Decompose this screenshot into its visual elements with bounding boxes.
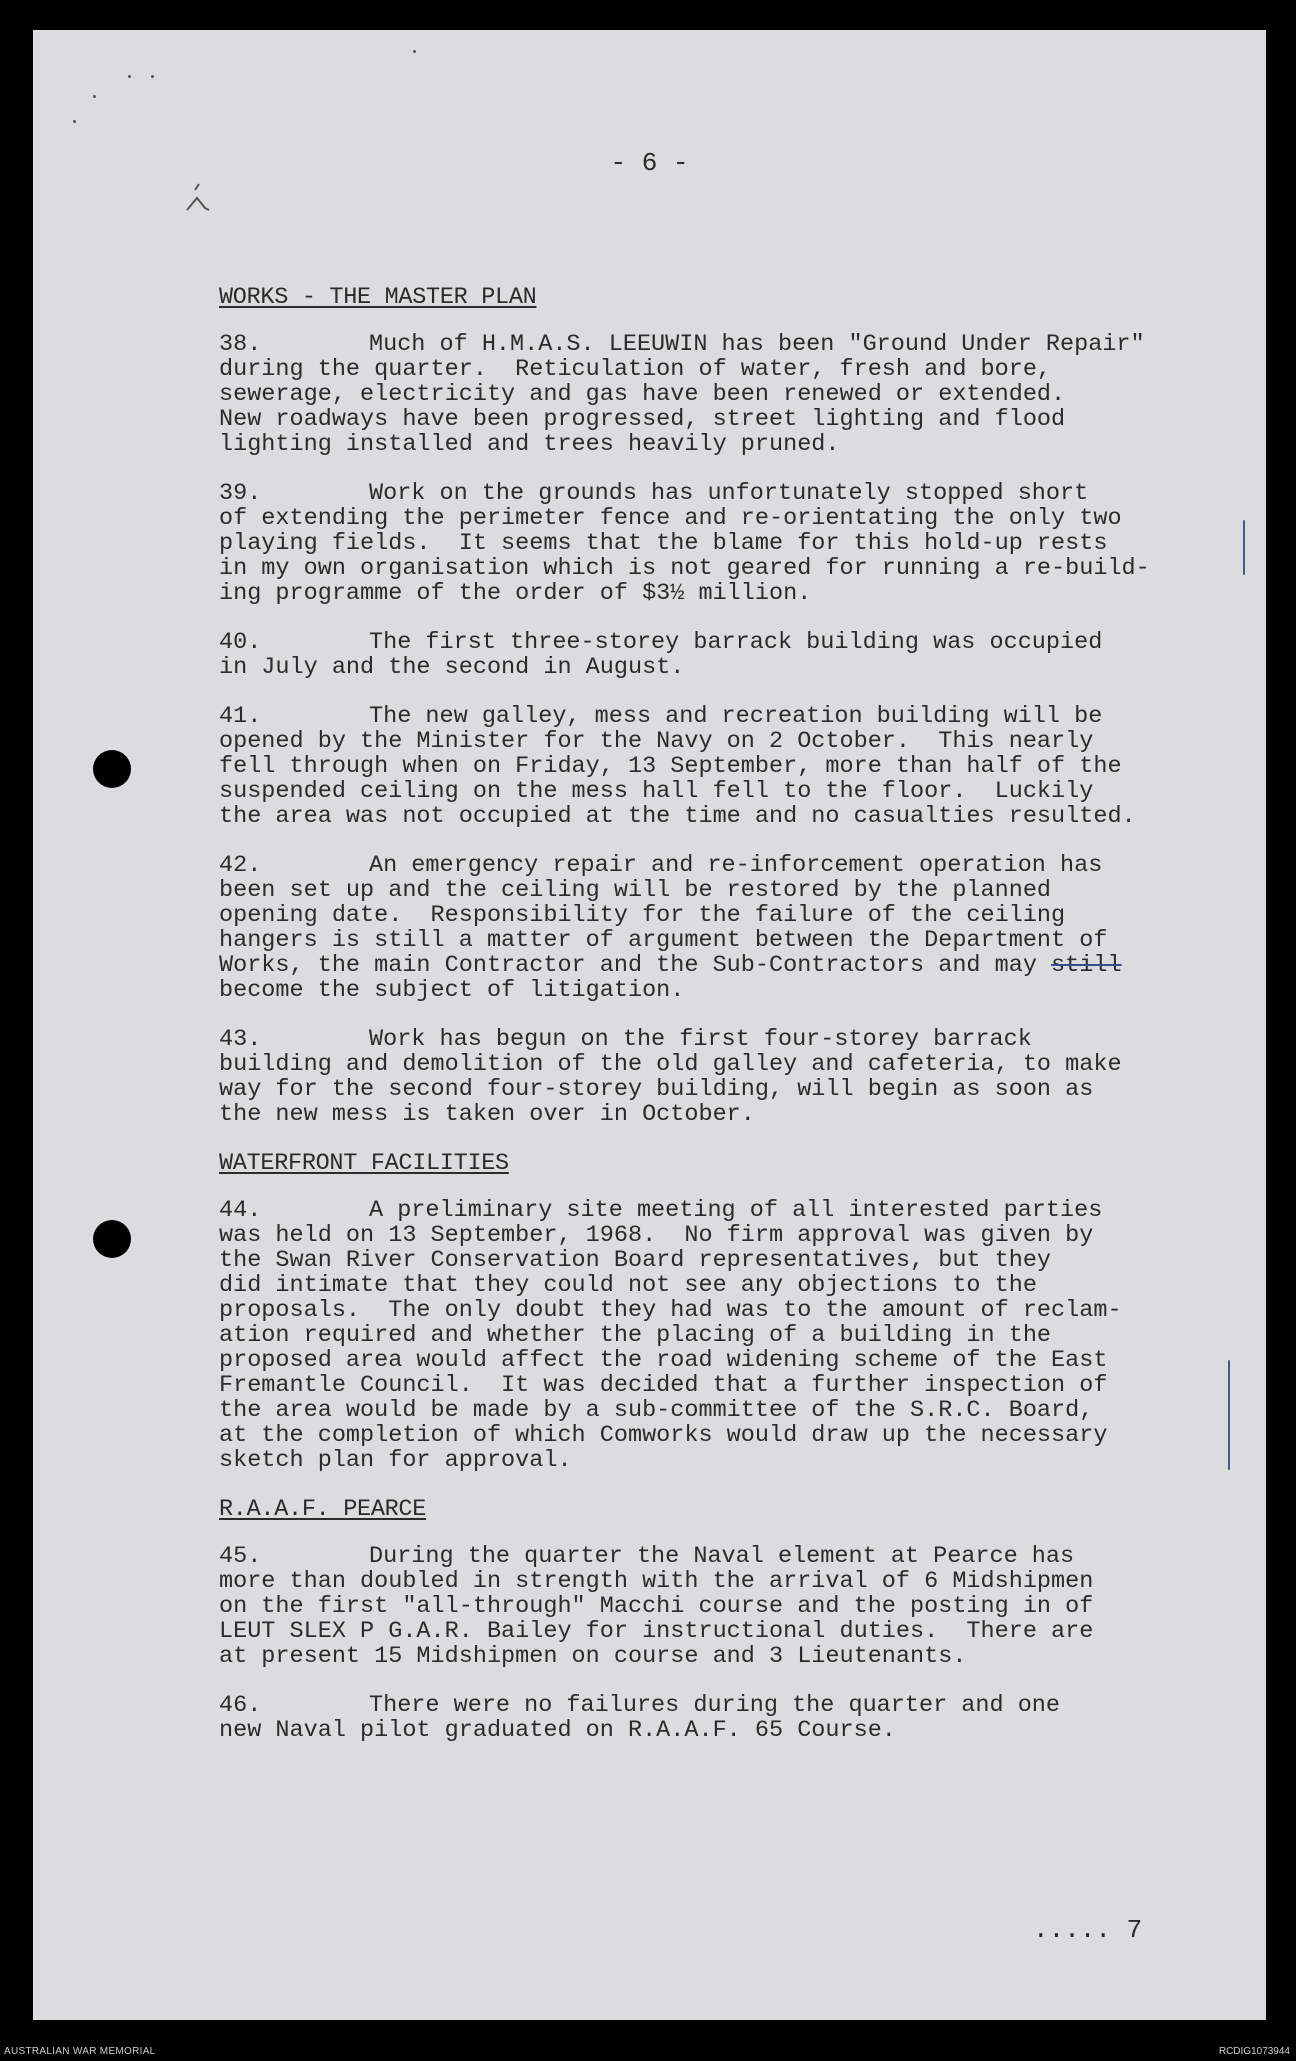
paragraph-line xyxy=(219,1448,1259,1473)
line-text: Work on the grounds has unfortunately stopped short xyxy=(369,480,1089,507)
line-text: Much of H.M.A.S. LEEUWIN has been "Ground Under Repair" xyxy=(369,331,1145,358)
section xyxy=(219,285,1259,1127)
numbered-paragraph xyxy=(219,1198,1259,1473)
paper-speck xyxy=(413,50,416,53)
line-text: LEUT SLEX P G.A.R. Bailey for instructional duties. There are xyxy=(219,1618,1094,1645)
paragraph-line xyxy=(219,1619,1259,1644)
paper-speck xyxy=(93,95,96,98)
line-text: on the first "all-through" Macchi course and the posting in of xyxy=(219,1593,1094,1620)
paragraph-line xyxy=(219,928,1259,953)
paragraph-line xyxy=(219,407,1259,432)
paragraph-line xyxy=(219,1273,1259,1298)
line-text: more than doubled in strength with the arrival of 6 Midshipmen xyxy=(219,1568,1094,1595)
paragraph-line xyxy=(219,1693,1259,1718)
paragraph-line xyxy=(219,729,1259,754)
paragraph-line xyxy=(219,804,1259,829)
line-text: ation required and whether the placing of a building in the xyxy=(219,1322,1052,1349)
line-text: the Swan River Conservation Board representatives, but they xyxy=(219,1247,1052,1274)
paragraph-line xyxy=(219,432,1259,457)
paragraph-line xyxy=(219,1544,1259,1569)
paragraph-line xyxy=(219,1248,1259,1273)
page-number: - 6 - xyxy=(610,148,689,178)
numbered-paragraph xyxy=(219,332,1259,457)
line-text: suspended ceiling on the mess hall fell to the floor. Luckily xyxy=(219,778,1094,805)
line-text: at present 15 Midshipmen on course and 3 Lieutenants. xyxy=(219,1643,967,1670)
line-text: become the subject of litigation. xyxy=(219,977,685,1004)
paragraph-number: 40. xyxy=(219,629,262,656)
paragraph-line xyxy=(219,1298,1259,1323)
paragraph-line xyxy=(219,953,1259,978)
tear-mark-icon xyxy=(183,180,213,215)
document-page xyxy=(33,30,1266,2020)
struck-word: still xyxy=(1051,952,1122,979)
paragraph-line xyxy=(219,382,1259,407)
paragraph-number: 42. xyxy=(219,852,262,879)
numbered-paragraph xyxy=(219,1544,1259,1669)
continuation-marker: ..... 7 xyxy=(1033,1915,1143,1945)
line-text: proposals. The only doubt they had was to the amount of reclam- xyxy=(219,1297,1122,1324)
line-text: An emergency repair and re-inforcement operation has xyxy=(369,852,1103,879)
paragraph-number: 44. xyxy=(219,1197,262,1224)
paragraph-line xyxy=(219,531,1259,556)
archive-credit: AUSTRALIAN WAR MEMORIAL xyxy=(4,2046,156,2057)
paragraph-line xyxy=(219,878,1259,903)
paragraph-line xyxy=(219,1198,1259,1223)
line-text: new Naval pilot graduated on R.A.A.F. 65 Course. xyxy=(219,1717,896,1744)
paragraph-number: 41. xyxy=(219,703,262,730)
paragraph-number: 45. xyxy=(219,1543,262,1570)
line-text: was held on 13 September, 1968. No firm approval was given by xyxy=(219,1222,1094,1249)
line-text: been set up and the ceiling will be restored by the planned xyxy=(219,877,1052,904)
paragraph-number: 46. xyxy=(219,1692,262,1719)
paragraph-line xyxy=(219,853,1259,878)
paragraph-line xyxy=(219,332,1259,357)
paragraph-line xyxy=(219,1569,1259,1594)
paper-speck xyxy=(128,75,131,78)
paragraph-line xyxy=(219,779,1259,804)
line-text: lighting installed and trees heavily pruned. xyxy=(219,431,840,458)
line-text: proposed area would affect the road widening scheme of the East xyxy=(219,1347,1108,1374)
paragraph-line xyxy=(219,1423,1259,1448)
numbered-paragraph xyxy=(219,630,1259,680)
numbered-paragraph xyxy=(219,853,1259,1003)
line-text: at the completion of which Comworks would draw up the necessary xyxy=(219,1422,1108,1449)
line-text: Fremantle Council. It was decided that a further inspection of xyxy=(219,1372,1108,1399)
paragraph-line xyxy=(219,655,1259,680)
line-text: the area was not occupied at the time and no casualties resulted. xyxy=(219,803,1136,830)
line-text: During the quarter the Naval element at Pearce has xyxy=(369,1543,1075,1570)
paragraph-line xyxy=(219,978,1259,1003)
section-heading: WATERFRONT FACILITIES xyxy=(219,1150,509,1177)
paragraph-line xyxy=(219,1644,1259,1669)
paragraph-line xyxy=(219,1718,1259,1743)
numbered-paragraph xyxy=(219,1693,1259,1743)
paragraph-line xyxy=(219,1398,1259,1423)
paragraph-line xyxy=(219,1348,1259,1373)
line-text: Works, the main Contractor and the Sub-Contractors and may xyxy=(219,952,1052,979)
line-text: Work has begun on the first four-storey barrack xyxy=(369,1026,1032,1053)
paragraph-line xyxy=(219,1027,1259,1052)
line-text: There were no failures during the quarter and one xyxy=(369,1692,1061,1719)
paragraph-number: 39. xyxy=(219,480,262,507)
line-text: The new galley, mess and recreation building will be xyxy=(369,703,1103,730)
paragraph-line xyxy=(219,1052,1259,1077)
paragraph-number: 43. xyxy=(219,1026,262,1053)
paragraph-line xyxy=(219,903,1259,928)
paper-speck xyxy=(151,75,154,78)
line-text: building and demolition of the old galley and cafeteria, to make xyxy=(219,1051,1122,1078)
line-text: sewerage, electricity and gas have been renewed or extended. xyxy=(219,381,1066,408)
margin-annotation-mark xyxy=(1243,520,1245,575)
line-text: the new mess is taken over in October. xyxy=(219,1101,755,1128)
paragraph-line xyxy=(219,1594,1259,1619)
line-text: hangers is still a matter of argument between the Department of xyxy=(219,927,1108,954)
line-text: ing programme of the order of $3½ million. xyxy=(219,580,812,607)
line-text: opened by the Minister for the Navy on 2 October. This nearly xyxy=(219,728,1094,755)
paragraph-line xyxy=(219,630,1259,655)
line-text: during the quarter. Reticulation of water, fresh and bore, xyxy=(219,356,1052,383)
punch-hole xyxy=(93,750,131,788)
archive-id: RCDIG1073944 xyxy=(1218,2046,1290,2057)
numbered-paragraph xyxy=(219,481,1259,606)
section-heading: WORKS - THE MASTER PLAN xyxy=(219,284,537,311)
paper-speck xyxy=(73,120,76,123)
numbered-paragraph xyxy=(219,1027,1259,1127)
line-text: sketch plan for approval. xyxy=(219,1447,572,1474)
line-text: New roadways have been progressed, street lighting and flood xyxy=(219,406,1066,433)
line-text: in my own organisation which is not geared for running a re-build- xyxy=(219,555,1150,582)
line-text: The first three-storey barrack building was occupied xyxy=(369,629,1103,656)
paragraph-line xyxy=(219,581,1259,606)
paragraph-line xyxy=(219,506,1259,531)
paragraph-line xyxy=(219,1323,1259,1348)
line-text: opening date. Responsibility for the failure of the ceiling xyxy=(219,902,1066,929)
paragraph-line xyxy=(219,357,1259,382)
punch-hole xyxy=(93,1220,131,1258)
section xyxy=(219,1151,1259,1473)
section-heading: R.A.A.F. PEARCE xyxy=(219,1496,427,1523)
paragraph-line xyxy=(219,556,1259,581)
paragraph-line xyxy=(219,1373,1259,1398)
line-text: fell through when on Friday, 13 September, more than half of the xyxy=(219,753,1122,780)
paragraph-line xyxy=(219,481,1259,506)
paragraph-line xyxy=(219,1102,1259,1127)
line-text: in July and the second in August. xyxy=(219,654,685,681)
paragraph-line xyxy=(219,1077,1259,1102)
line-text: way for the second four-storey building, will begin as soon as xyxy=(219,1076,1094,1103)
section xyxy=(219,1497,1259,1743)
paragraph-line xyxy=(219,704,1259,729)
line-text: the area would be made by a sub-committee of the S.R.C. Board, xyxy=(219,1397,1094,1424)
line-text: playing fields. It seems that the blame for this hold-up rests xyxy=(219,530,1108,557)
paragraph-number: 38. xyxy=(219,331,262,358)
paragraph-line xyxy=(219,1223,1259,1248)
document-body xyxy=(219,285,1259,1767)
line-text: of extending the perimeter fence and re-orientating the only two xyxy=(219,505,1122,532)
margin-annotation-mark xyxy=(1228,1360,1230,1470)
line-text: did intimate that they could not see any objections to the xyxy=(219,1272,1037,1299)
paragraph-line xyxy=(219,754,1259,779)
line-text: A preliminary site meeting of all interested parties xyxy=(369,1197,1103,1224)
numbered-paragraph xyxy=(219,704,1259,829)
